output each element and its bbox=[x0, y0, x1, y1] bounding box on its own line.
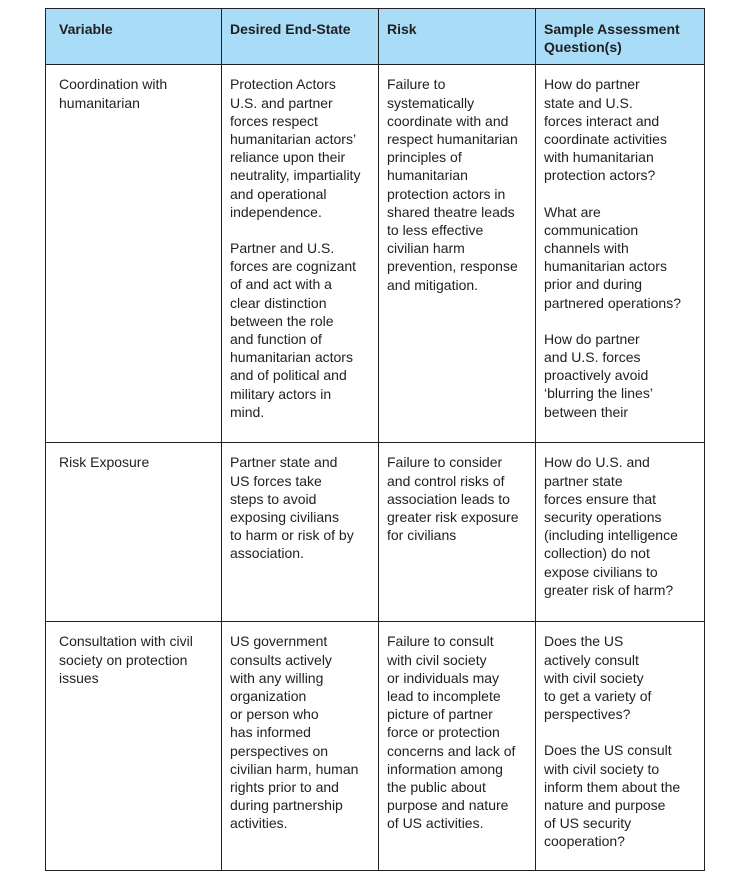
risk-text: Failure to systematically coordinate with and respect humanitarian principles of humanitarian protection actors in shared theatre leads to less effective civilian harm prevention, response and mitigation. bbox=[387, 76, 518, 293]
questions-cell bbox=[536, 65, 705, 443]
questions-cell bbox=[536, 443, 705, 622]
table-row bbox=[46, 622, 705, 871]
risk-text: Failure to consider and control risks of association leads to greater risk exposure for civilians bbox=[387, 454, 519, 544]
question-text: How do U.S. and partner state forces ensure that security operations (including intelligence collection) do not expose civilians to greater risk of harm? bbox=[544, 454, 678, 598]
risk-cell bbox=[379, 65, 536, 443]
questions-cell bbox=[536, 622, 705, 871]
variable-cell bbox=[46, 65, 222, 443]
risk-text: Failure to consult with civil society or individuals may lead to incomplete picture of partner force or protection concerns and lack of information among the public about purpose and nature of US activities. bbox=[387, 633, 516, 832]
end-state-text: US government consults actively with any willing organization or person who has informed perspectives on civilian harm, human rights prior to and during partnership activities. bbox=[230, 633, 359, 832]
header-variable: Variable bbox=[46, 9, 222, 65]
variable-text: Consultation with civil society on protection issues bbox=[59, 633, 193, 686]
end-state-text: Partner and U.S. forces are cognizant of and act with a clear distinction between the role and function of humanitarian actors and of political and military actors in mind. bbox=[230, 240, 357, 420]
question-text: Does the US actively consult with civil society to get a variety of perspectives? bbox=[544, 633, 652, 723]
end-state-cell bbox=[222, 443, 379, 622]
risk-cell bbox=[379, 622, 536, 871]
variable-cell bbox=[46, 622, 222, 871]
end-state-text: Partner state and US forces take steps to avoid exposing civilians to harm or risk of by association. bbox=[230, 454, 354, 562]
end-state-cell bbox=[222, 65, 379, 443]
header-sample-questions: Sample Assessment Question(s) bbox=[536, 9, 705, 65]
question-text: Does the US consult with civil society to inform them about the nature and purpose of US security cooperation? bbox=[544, 742, 681, 850]
end-state-text: Protection Actors U.S. and partner forces respect humanitarian actors’ reliance upon their neutrality, impartiality and operational independence. bbox=[230, 76, 361, 220]
header-row bbox=[46, 9, 705, 65]
risk-cell bbox=[379, 443, 536, 622]
assessment-table bbox=[45, 8, 705, 871]
table-row bbox=[46, 65, 705, 443]
variable-text: Risk Exposure bbox=[59, 454, 150, 471]
question-text: How do partner and U.S. forces proactively avoid ‘blurring the lines’ between their bbox=[544, 330, 653, 420]
question-text: What are communication channels with humanitarian actors prior and during partnered operations? bbox=[544, 203, 681, 311]
variable-text: Coordination with humanitarian bbox=[59, 76, 168, 111]
table-row bbox=[46, 443, 705, 622]
variable-cell bbox=[46, 443, 222, 622]
question-text: How do partner state and U.S. forces interact and coordinate activities with humanitarian protection actors? bbox=[544, 76, 667, 184]
header-risk: Risk bbox=[379, 9, 536, 65]
end-state-cell bbox=[222, 622, 379, 871]
header-desired-end-state: Desired End-State bbox=[222, 9, 379, 65]
